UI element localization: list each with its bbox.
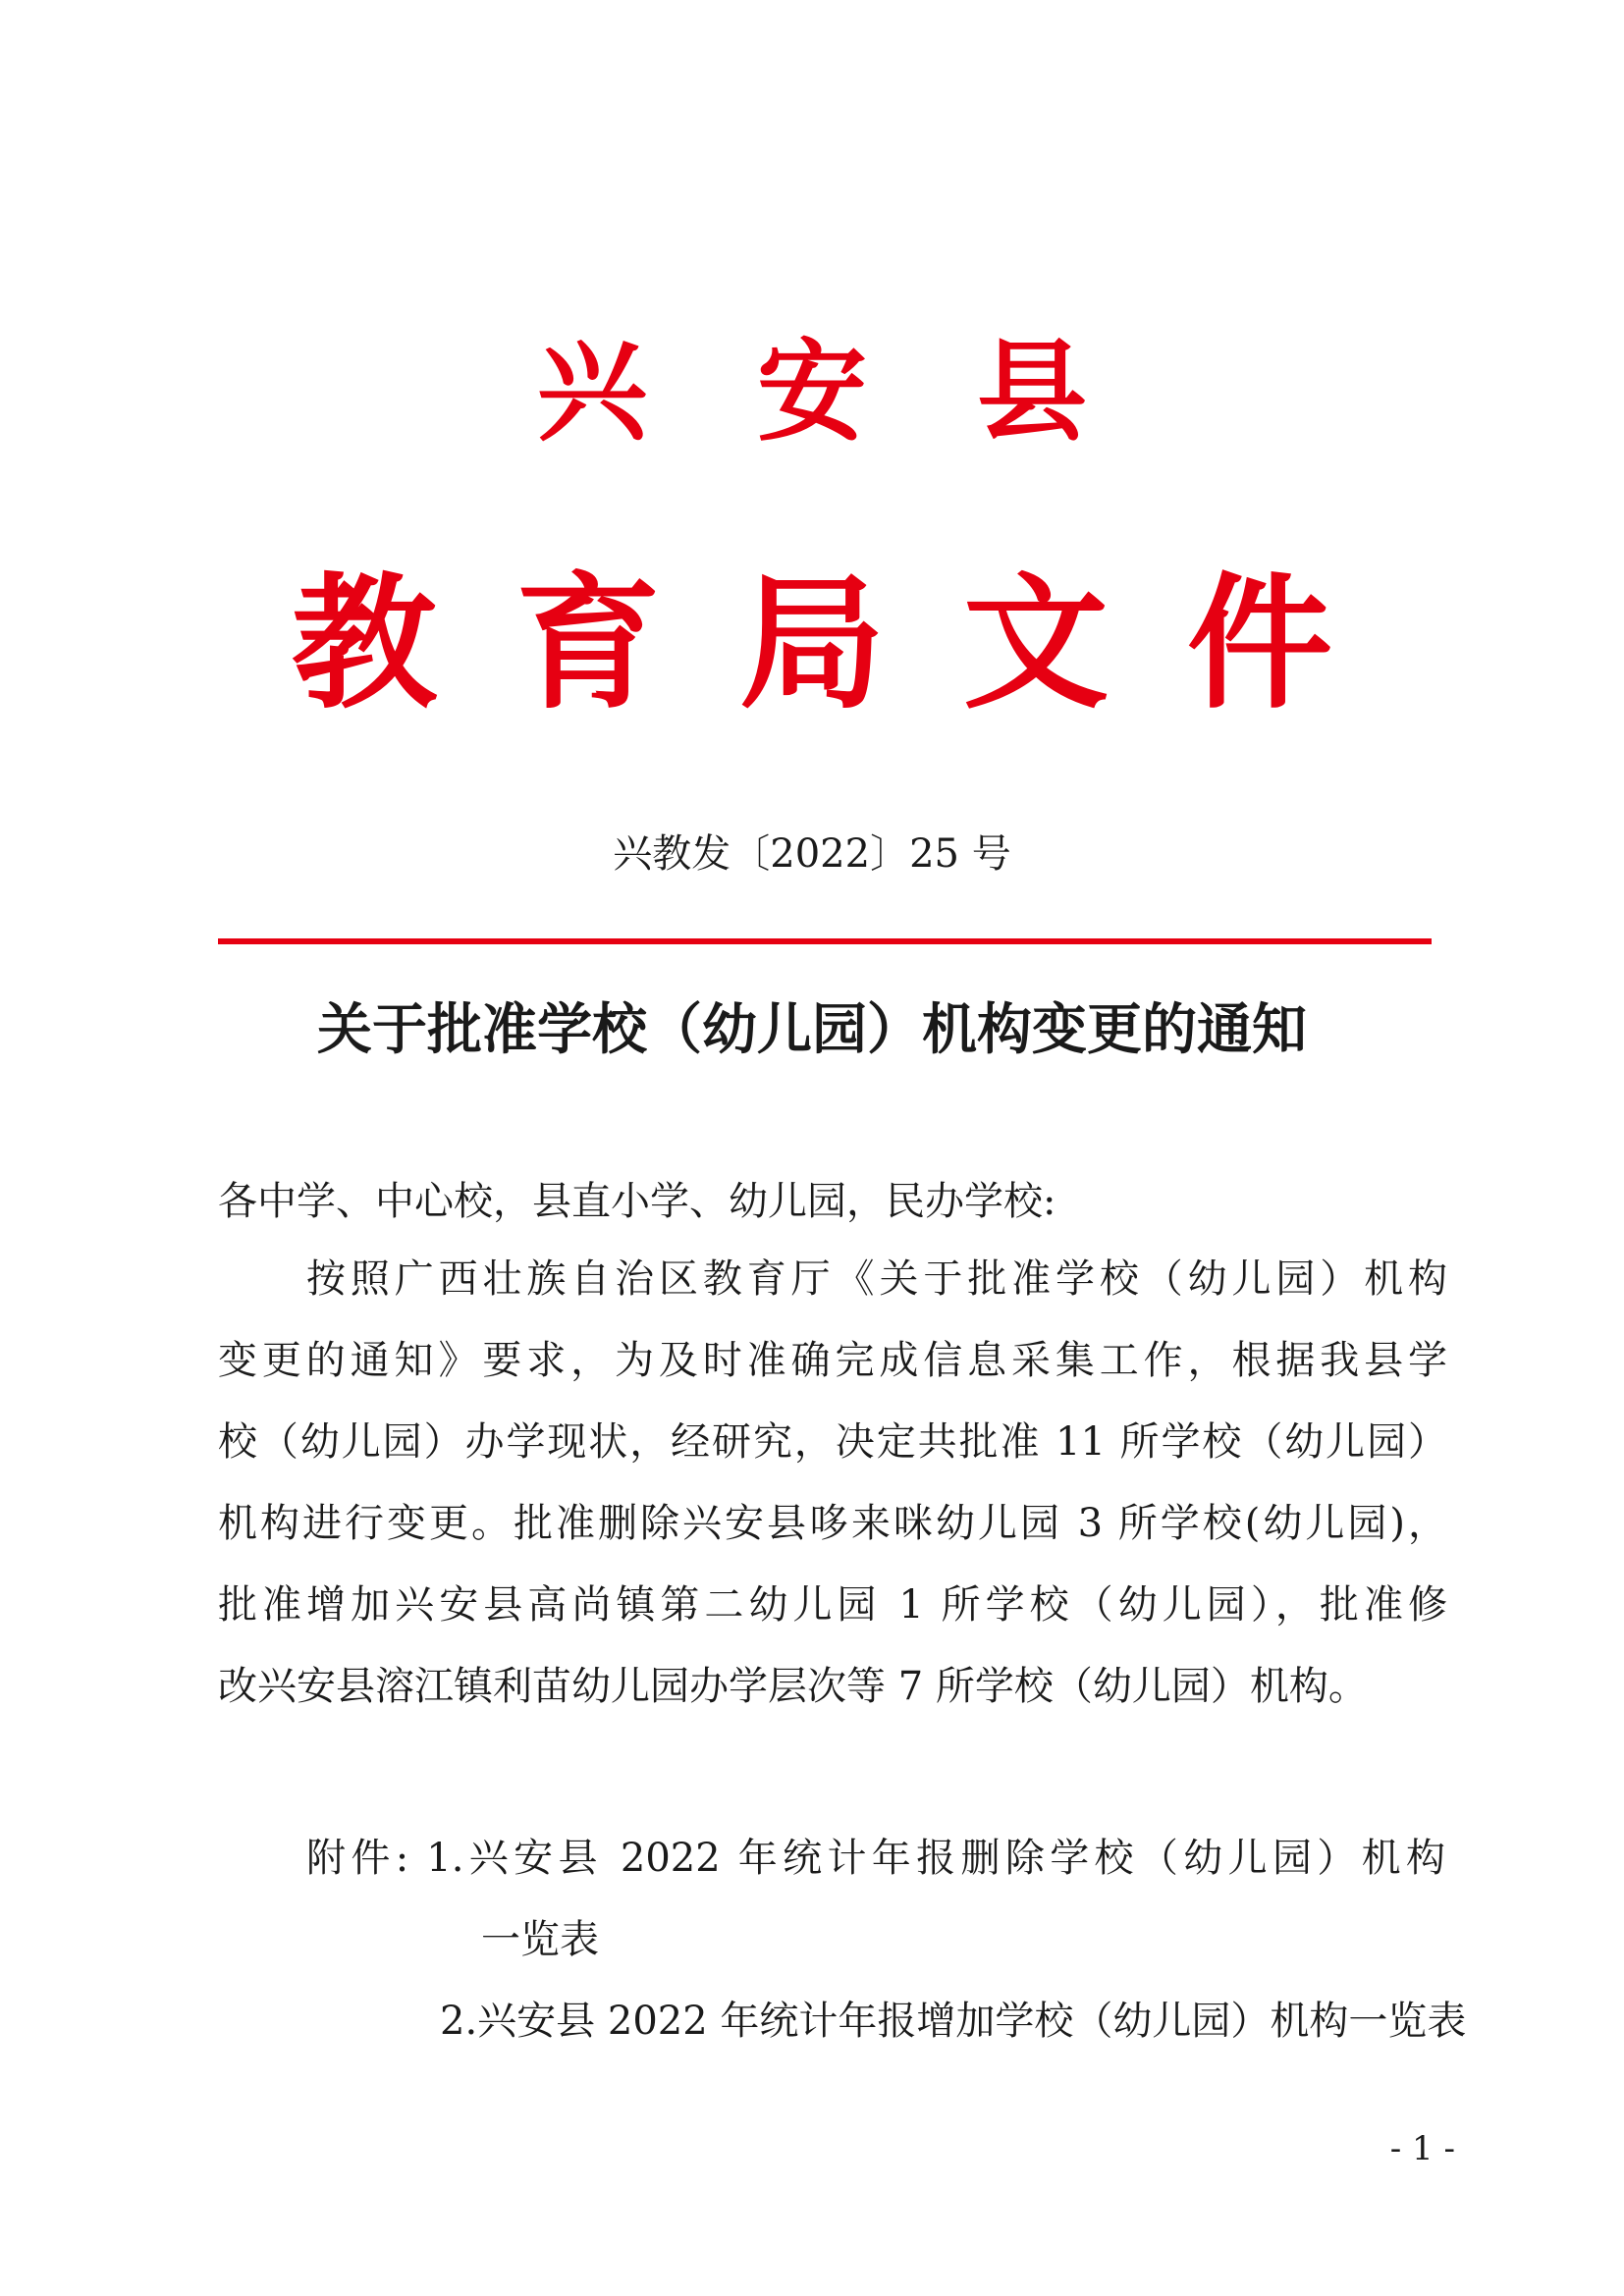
document-type-heading: 教育局文件 [292, 560, 1411, 728]
attachment-item-1-continuation: 一览表 [481, 1917, 599, 1962]
attachments-block [306, 1818, 1467, 2062]
body-line: 变更的通知》要求，为及时准确完成信息采集工作，根据我县学 [218, 1338, 1447, 1383]
red-divider [218, 938, 1432, 944]
body-line: 批准增加兴安县高尚镇第二幼儿园 1 所学校（幼儿园），批准修 [218, 1582, 1447, 1628]
body-line: 改兴安县溶江镇利苗幼儿园办学层次等 7 所学校（幼儿园）机构。 [218, 1664, 1368, 1709]
attachment-item-1-text: 1.兴安县 2022 年统计年报删除学校（幼儿园）机构 [426, 1836, 1446, 1881]
body-line: 按照广西壮族自治区教育厅《关于批准学校（幼儿园）机构 [306, 1256, 1447, 1302]
body-paragraph [218, 1239, 1447, 1728]
notice-title: 关于批准学校（幼儿园）机构变更的通知 [317, 998, 1307, 1062]
attachments-label: 附件: [306, 1836, 409, 1881]
body-line: 机构进行变更。批准删除兴安县哆来咪幼儿园 3 所学校(幼儿园)， [218, 1501, 1447, 1546]
salutation: 各中学、中心校，县直小学、幼儿园，民办学校: [218, 1179, 1056, 1224]
document-number: 兴教发〔2022〕25 号 [613, 831, 1011, 877]
issuer-name: 兴安县 [537, 329, 1197, 456]
body-line: 校（幼儿园）办学现状，经研究，决定共批准 11 所学校（幼儿园） [218, 1419, 1447, 1465]
page-number: - 1 - [1389, 2129, 1455, 2168]
attachment-item-1 [306, 1818, 1445, 1899]
attachment-item-2: 2.兴安县 2022 年统计年报增加学校（幼儿园）机构一览表 [440, 1999, 1467, 2044]
